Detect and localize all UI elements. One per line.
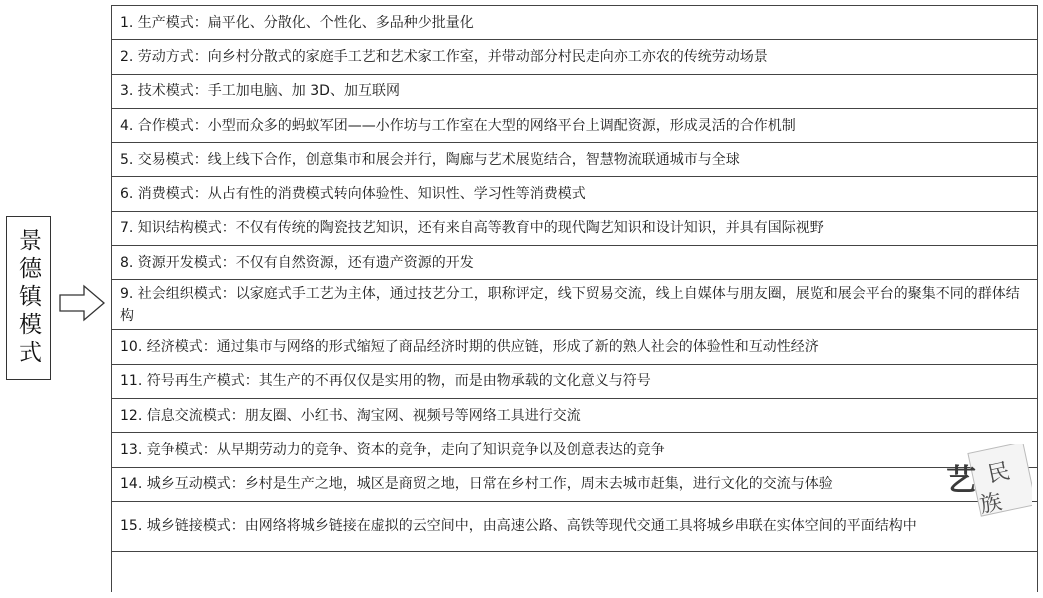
list-item-text: 9. 社会组织模式：以家庭式手工艺为主体，通过技艺分工，职称评定，线下贸易交流，线上自媒体与朋友圈，展览和展会平台的聚集不同的群体结构 xyxy=(120,285,1020,324)
list-item-text: 1. 生产模式：扁平化、分散化、个性化、多品种少批量化 xyxy=(120,14,474,31)
list-item xyxy=(112,6,1037,40)
list-item-text: 2. 劳动方式：向乡村分散式的家庭手工艺和艺术家工作室，并带动部分村民走向亦工亦农的传统劳动场景 xyxy=(120,48,768,65)
list-item xyxy=(112,502,1037,552)
list-item xyxy=(112,212,1037,246)
list-item xyxy=(112,246,1037,280)
list-item-text: 11. 符号再生产模式：其生产的不再仅仅是实用的物，而是由物承载的文化意义与符号 xyxy=(120,373,651,390)
list-item-text: 14. 城乡互动模式：乡村是生产之地，城区是商贸之地，日常在乡村工作，周末去城市赶集，进行文化的交流与体验 xyxy=(120,476,833,493)
svg-text:民: 民 xyxy=(985,458,1013,489)
list-item-text: 5. 交易模式：线上线下合作，创意集市和展会并行，陶廊与艺术展览结合，智慧物流联通城市与全球 xyxy=(120,151,740,168)
list-item-text: 4. 合作模式：小型而众多的蚂蚁军团——小作坊与工作室在大型的网络平台上调配资源，形成灵活的合作机制 xyxy=(120,117,796,134)
list-item xyxy=(112,280,1037,330)
list-item xyxy=(112,143,1037,177)
list-item xyxy=(112,399,1037,433)
list-item xyxy=(112,468,1037,502)
list-item xyxy=(112,177,1037,211)
list-item-text: 6. 消费模式：从占有性的消费模式转向体验性、知识性、学习性等消费模式 xyxy=(120,186,586,203)
list-item-text: 8. 资源开发模式：不仅有自然资源，还有遗产资源的开发 xyxy=(120,254,474,271)
list-item xyxy=(112,109,1037,143)
list-item-text: 13. 竞争模式：从早期劳动力的竞争、资本的竞争，走向了知识竞争以及创意表达的竞争 xyxy=(120,441,665,458)
list-item-text: 15. 城乡链接模式：由网络将城乡链接在虚拟的云空间中，由高速公路、高铁等现代交通工具将城乡串联在实体空间的平面结构中 xyxy=(120,518,917,535)
svg-text:族: 族 xyxy=(977,489,1005,519)
right-arrow-icon xyxy=(58,284,106,322)
svg-text:艺: 艺 xyxy=(946,463,976,498)
mode-list xyxy=(111,5,1038,592)
list-item xyxy=(112,433,1037,467)
list-item-text: 10. 经济模式：通过集市与网络的形式缩短了商品经济时期的供应链，形成了新的熟人社会的体验性和互动性经济 xyxy=(120,339,819,356)
list-item xyxy=(112,330,1037,364)
list-item-text: 12. 信息交流模式：朋友圈、小红书、淘宝网、视频号等网络工具进行交流 xyxy=(120,407,581,424)
logo-watermark xyxy=(944,444,1032,524)
list-item-text: 7. 知识结构模式：不仅有传统的陶瓷技艺知识，还有来自高等教育中的现代陶艺知识和设计知识，并具有国际视野 xyxy=(120,220,824,237)
list-item xyxy=(112,40,1037,74)
title-box xyxy=(6,216,51,380)
list-item xyxy=(112,365,1037,399)
list-item-text: 3. 技术模式：手工加电脑、加 3D、加互联网 xyxy=(120,83,400,100)
diagram-title: 景德镇模式 xyxy=(15,228,41,368)
list-item xyxy=(112,75,1037,109)
